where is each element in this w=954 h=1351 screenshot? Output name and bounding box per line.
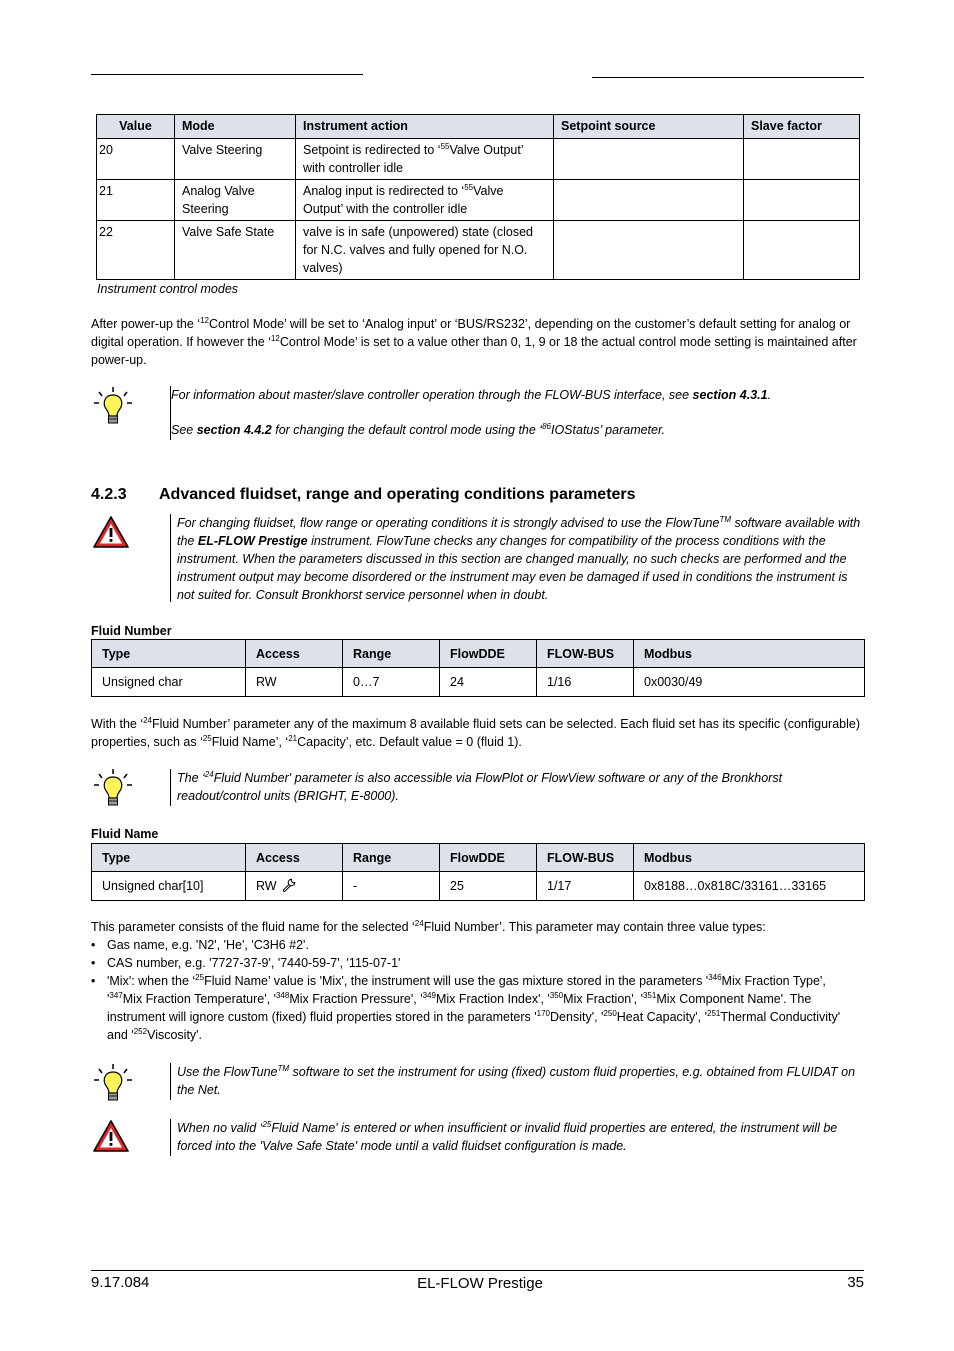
col-header-modbus: Modbus xyxy=(634,640,865,668)
table-row xyxy=(92,668,865,697)
wrench-icon xyxy=(282,878,296,892)
cell-value: 21 xyxy=(97,180,175,221)
paragraph-power-up: After power-up the ‘$^{12}$Control Mode’ will be set to ‘Analog input’ or ‘BUS/RS232’, depending on the customer’s default setting for analog or digital operation. If however the ‘$^{12}$Control Mode’ is set to a value other than 0, 1, 9 or 18 the actual control mode setting is maintained after power-up. xyxy=(91,315,857,367)
header-rule-left xyxy=(91,74,363,75)
warning-triangle-icon xyxy=(92,515,130,549)
col-header-access: Access xyxy=(246,640,343,668)
cell-slave-factor xyxy=(744,180,860,221)
tip-note-flowtune: Use the FlowTune™ software to set the instrument for using (fixed) custom fluid properties, e.g. obtained from FLUIDAT on the Net. xyxy=(170,1063,865,1100)
cell-flowbus: 1/17 xyxy=(537,872,634,901)
cell-flowdde: 25 xyxy=(440,872,537,901)
fluid-number-table xyxy=(91,639,865,697)
col-header-modbus: Modbus xyxy=(634,844,865,872)
col-header-instrument-action: Instrument action xyxy=(296,115,554,139)
cell-value: 22 xyxy=(97,221,175,280)
col-header-access: Access xyxy=(246,844,343,872)
cell-type: Unsigned char xyxy=(92,668,246,697)
list-item: • 'Mix': when the ‘$^{25}$Fluid Name’ value is 'Mix', the instrument will use the gas mixture stored in the parameters '$^{346}Mix$ Fraction Type', '$^{347}Mix$ Fraction Temperature', '$^{348}Mix$ Fraction Pressure', '$^{349}Mix$ Fraction Index', '$^{350}Mix$ Fraction', '$^{351}Mix$ Component Name'. The instrument will ignore custom (fixed) fluid properties stored in the parameters '$^{170}Density$', '$^{250}Heat$ Capacity', '$^{251}Thermal$ Conductivity' and '$^{252}Viscosity$'. xyxy=(91,972,864,1044)
col-header-flowdde: FlowDDE xyxy=(440,844,537,872)
table-row xyxy=(97,139,860,180)
tip-note-control: For information about master/slave controller operation through the FLOW-BUS interface, see section 4.3.1. See section 4.4.2 for changing the default control mode using the ‘$^{86}$IOStatus’ parameter. xyxy=(170,386,861,440)
lightbulb-icon xyxy=(92,386,134,426)
col-header-value: Value xyxy=(97,115,175,139)
footer-page-number: 35 xyxy=(847,1274,864,1291)
col-header-type: Type xyxy=(92,640,246,668)
col-header-slave-factor: Slave factor xyxy=(744,115,860,139)
cell-modbus: 0x8188…0x818C/33161…33165 xyxy=(634,872,865,901)
cell-type: Unsigned char[10] xyxy=(92,872,246,901)
cell-action: Analog input is redirected to ‘$^{55}$Valve Output’ with the controller idle xyxy=(296,180,554,221)
col-header-range: Range xyxy=(343,844,440,872)
footer-rule xyxy=(91,1270,864,1271)
cell-flowdde: 24 xyxy=(440,668,537,697)
cell-setpoint-source xyxy=(554,221,744,280)
table-header-row xyxy=(92,640,865,668)
cell-mode: Analog Valve Steering xyxy=(175,180,296,221)
value-types-list xyxy=(91,936,864,1044)
cell-mode: Valve Safe State xyxy=(175,221,296,280)
paragraph-fluid-number: With the ‘$^{24}$Fluid Number’ parameter any of the maximum 8 available fluid sets can be selected. Each fluid set has its specific (configurable) properties, such as ‘$^{25}$Fluid Name’, ‘$^{21}$Capacity’, etc. Default value = 0 (fluid 1). xyxy=(91,715,860,749)
cell-access: RW xyxy=(246,872,343,901)
cell-access: RW xyxy=(246,668,343,697)
cell-slave-factor xyxy=(744,221,860,280)
lightbulb-icon xyxy=(92,768,134,808)
table-row xyxy=(97,180,860,221)
header-rule-right xyxy=(592,77,864,78)
fluid-number-label: Fluid Number xyxy=(91,624,172,638)
control-modes-table xyxy=(96,114,860,280)
cell-setpoint-source xyxy=(554,180,744,221)
warning-note-fluid-name: When no valid ‘$^{25}$Fluid Name' is entered or when insufficient or invalid fluid properties are entered, the instrument will be forced into the 'Valve Safe State' mode until a valid fluidset configuration is made. xyxy=(170,1119,865,1156)
fluid-name-label: Fluid Name xyxy=(91,827,159,841)
cell-flowbus: 1/16 xyxy=(537,668,634,697)
table-header-row xyxy=(92,844,865,872)
col-header-setpoint-source: Setpoint source xyxy=(554,115,744,139)
cell-range: 0…7 xyxy=(343,668,440,697)
table-header-row xyxy=(97,115,860,139)
warning-note-fluidset: For changing fluidset, flow range or operating conditions it is strongly advised to use the FlowTune™ software available with the EL-FLOW Prestige instrument. FlowTune checks any changes for compatibility of the process conditions with the instrument. When the parameters discussed in this section are changed manually, no such checks are performed and the instrument output may become disordered or the instrument may even be damaged if used in conditions the instrument is not suited for. Consult Bronkhorst service personnel when in doubt. xyxy=(170,514,865,602)
paragraph-fluid-name: This parameter consists of the fluid name for the selected ‘$^{24}$Fluid Number’. This parameter may contain three value types: xyxy=(91,918,766,934)
footer-product-name: EL-FLOW Prestige xyxy=(417,1275,543,1292)
col-header-type: Type xyxy=(92,844,246,872)
cell-slave-factor xyxy=(744,139,860,180)
cell-action: valve is in safe (unpowered) state (closed for N.C. valves and fully opened for N.O. valves) xyxy=(296,221,554,280)
cell-modbus: 0x0030/49 xyxy=(634,668,865,697)
table-row xyxy=(92,872,865,901)
list-item: • Gas name, e.g. 'N2', 'He', 'C3H6 #2'. xyxy=(91,936,864,954)
col-header-flowbus: FLOW-BUS xyxy=(537,844,634,872)
table-row xyxy=(97,221,860,280)
col-header-range: Range xyxy=(343,640,440,668)
cell-value: 20 xyxy=(97,139,175,180)
warning-triangle-icon xyxy=(92,1119,130,1153)
section-heading: 4.2.3 Advanced fluidset, range and operating conditions parameters xyxy=(91,486,636,503)
col-header-flowdde: FlowDDE xyxy=(440,640,537,668)
lightbulb-icon xyxy=(92,1063,134,1103)
fluid-name-table xyxy=(91,843,865,901)
cell-mode: Valve Steering xyxy=(175,139,296,180)
list-item: • CAS number, e.g. '7727-37-9', '7440-59-7', '115-07-1' xyxy=(91,954,864,972)
col-header-mode: Mode xyxy=(175,115,296,139)
cell-action: Setpoint is redirected to ‘$^{55}$Valve Output’ with controller idle xyxy=(296,139,554,180)
tip-note-fluid-number: The ‘$^{24}$Fluid Number' parameter is also accessible via FlowPlot or FlowView software or any of the Bronkhorst readout/control units (BRIGHT, E-8000). xyxy=(170,769,865,806)
cell-setpoint-source xyxy=(554,139,744,180)
col-header-flowbus: FLOW-BUS xyxy=(537,640,634,668)
footer-doc-number: 9.17.084 xyxy=(91,1274,150,1291)
table-caption: Instrument control modes xyxy=(97,282,239,296)
cell-range: - xyxy=(343,872,440,901)
